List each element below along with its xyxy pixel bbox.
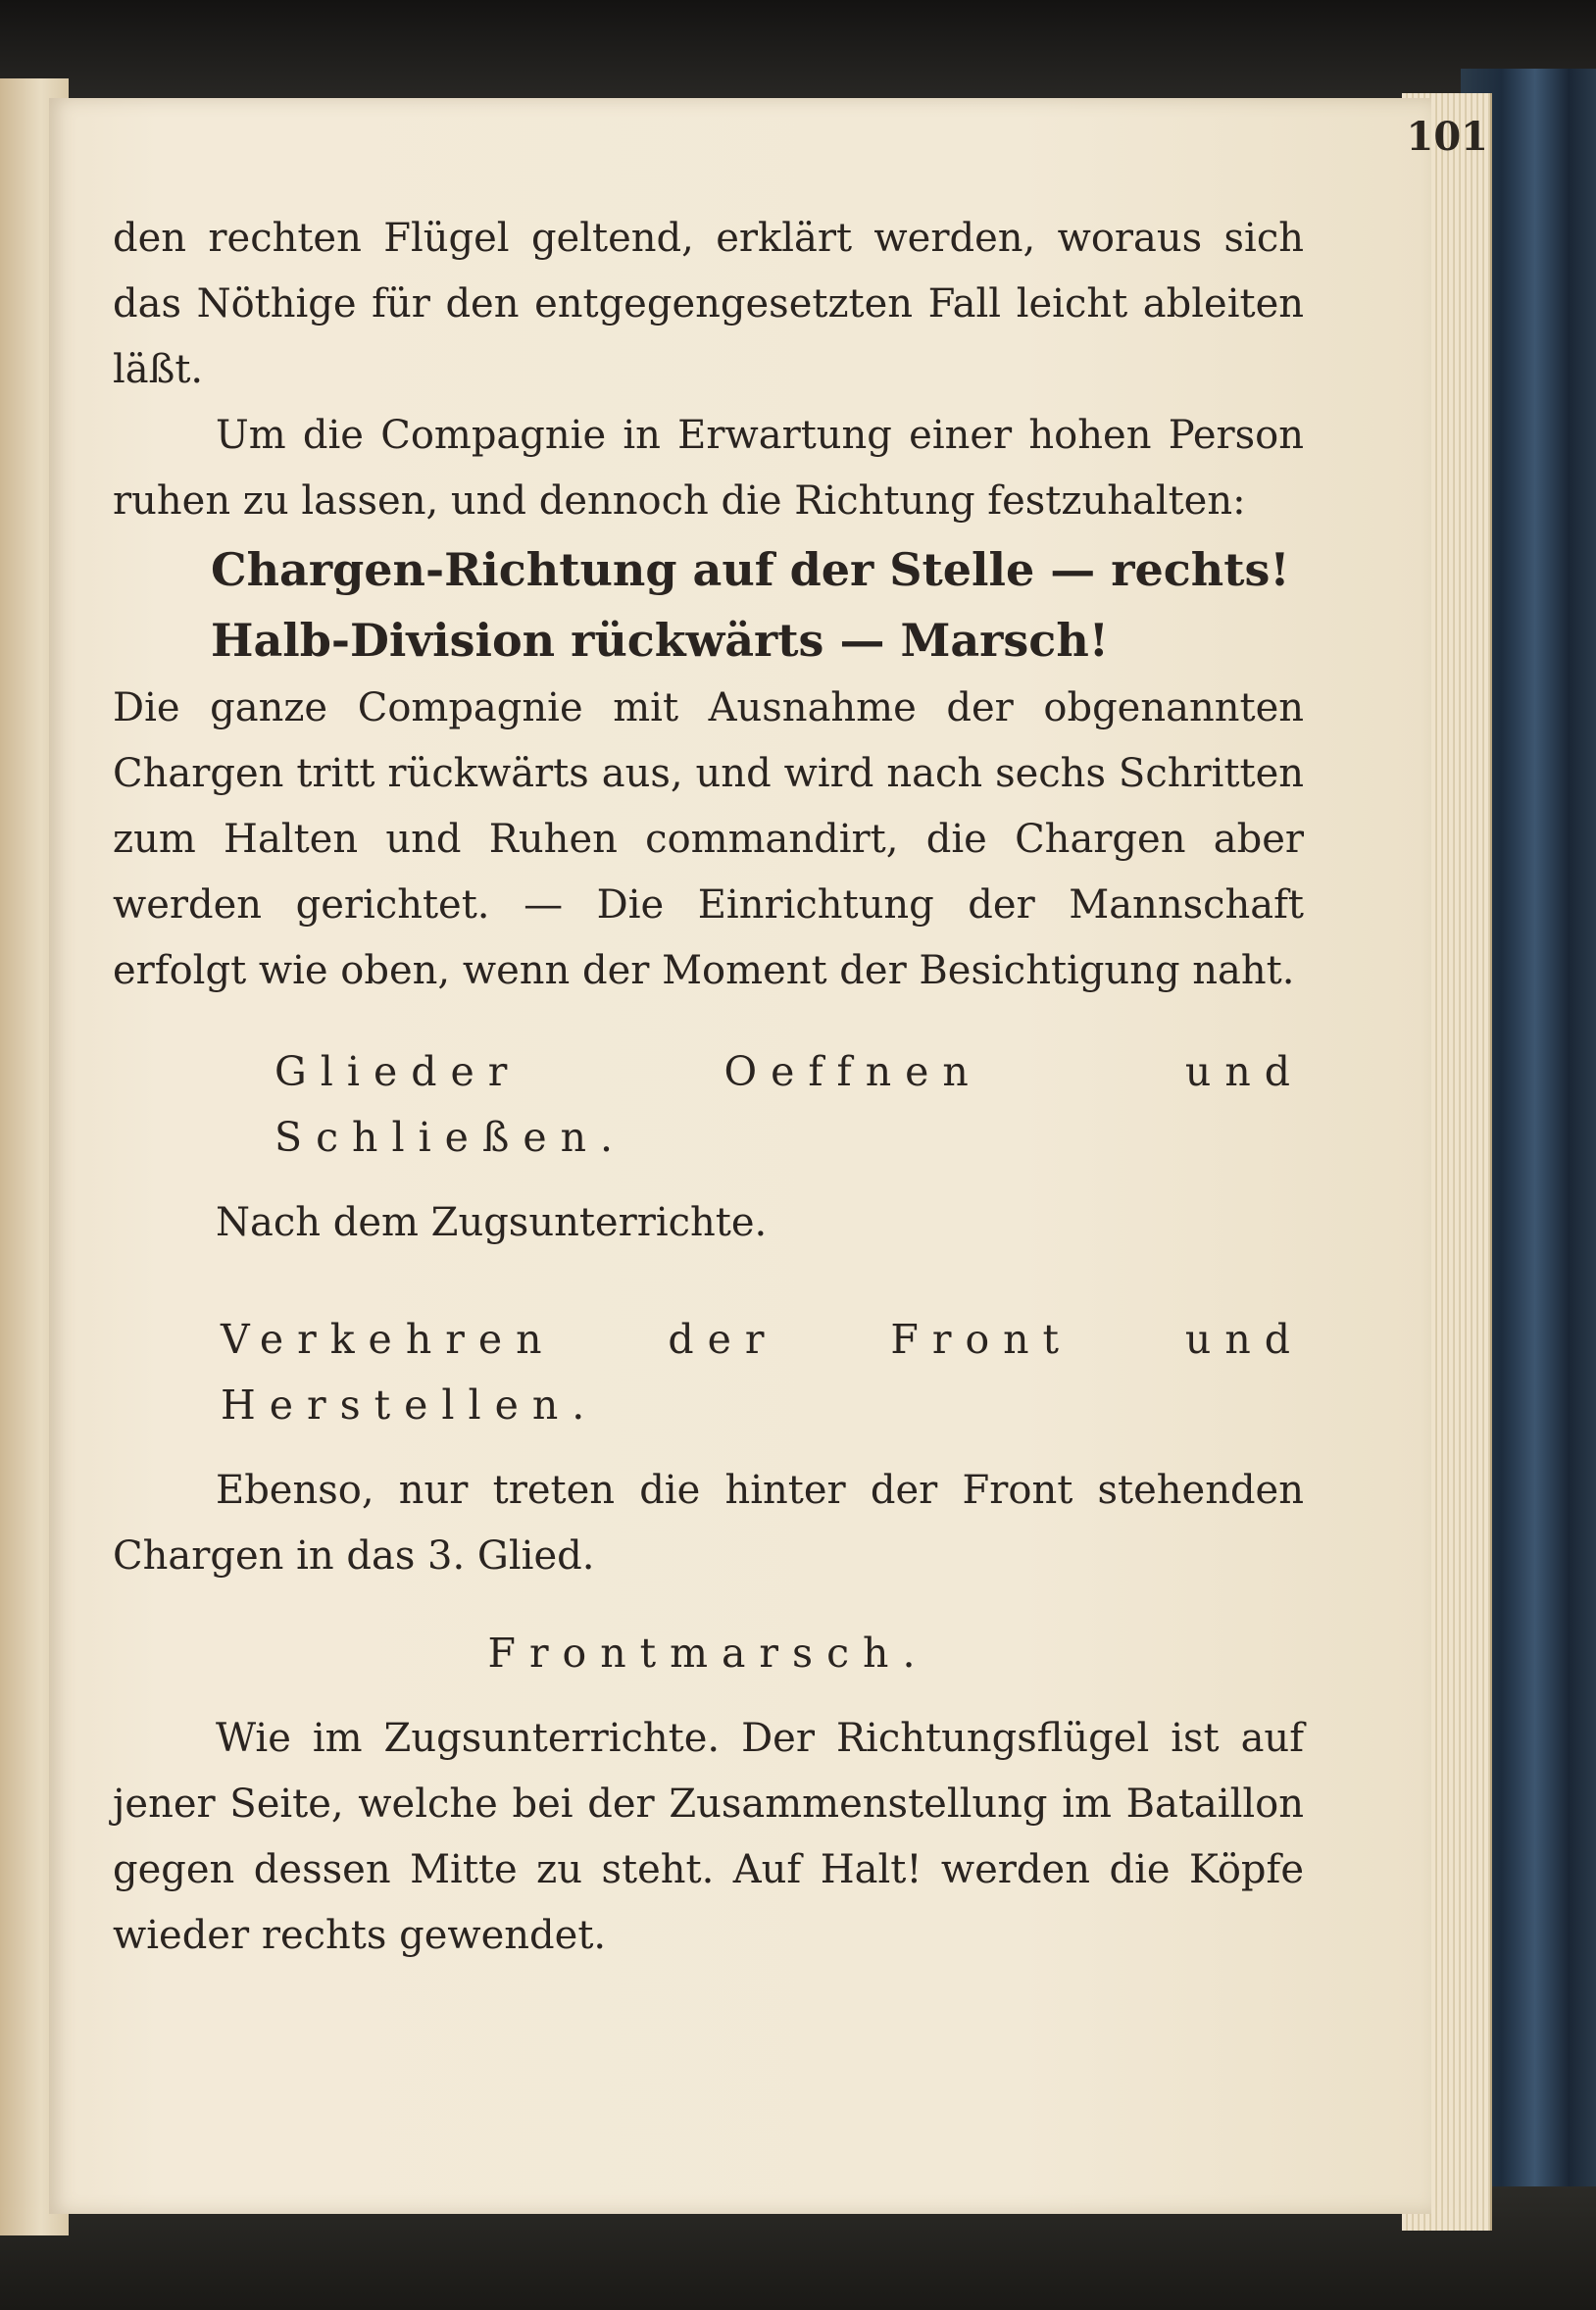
paragraph-explanation: Die ganze Compagnie mit Ausnahme der obgenannten Chargen tritt rückwärts aus, und wird nach sechs Schritten zum Halten und Ruhen commandirt, die Chargen aber werden gerichtet. — Die Einrichtung der Mannschaft erfolgt wie oben, wenn der Moment der Besichtigung naht. xyxy=(113,685,1304,993)
command-halb-division: Halb-Division rückwärts — Marsch! xyxy=(211,614,1109,667)
page-text xyxy=(113,206,1304,1969)
command-chargen-richtung: Chargen-Richtung auf der Stelle — rechts! xyxy=(211,543,1290,596)
paragraph-ebenso: Ebenso, nur treten die hinter der Front stehenden Chargen in das 3. Glied. xyxy=(113,1468,1304,1579)
page-number: 101 xyxy=(1406,114,1488,160)
paragraph-frontmarsch: Wie im Zugsunterrichte. Der Richtungsflügel ist auf jener Seite, welche bei der Zusammenstellung im Bataillon gegen dessen Mitte zu steht. Auf Halt! werden die Köpfe wieder rechts gewendet. xyxy=(113,1716,1304,1958)
paragraph-rest-instruction: Um die Compagnie in Erwartung einer hohen Person ruhen zu lassen, und dennoch die Richtung festzuhalten: xyxy=(113,413,1304,524)
section-heading-glieder: Glieder Oeffnen und Schließen. xyxy=(274,1048,1304,1161)
paragraph-nach-zugsunterrichte: Nach dem Zugsunterrichte. xyxy=(216,1200,768,1245)
section-heading-frontmarsch: Frontmarsch. xyxy=(487,1630,929,1677)
section-heading-verkehren: Verkehren der Front und Herstellen. xyxy=(221,1316,1304,1429)
book-cover-top xyxy=(0,0,1596,108)
paragraph-continuation: den rechten Flügel geltend, erklärt werden, woraus sich das Nöthige für den entgegengesetzten Fall leicht ableiten läßt. xyxy=(113,216,1304,392)
